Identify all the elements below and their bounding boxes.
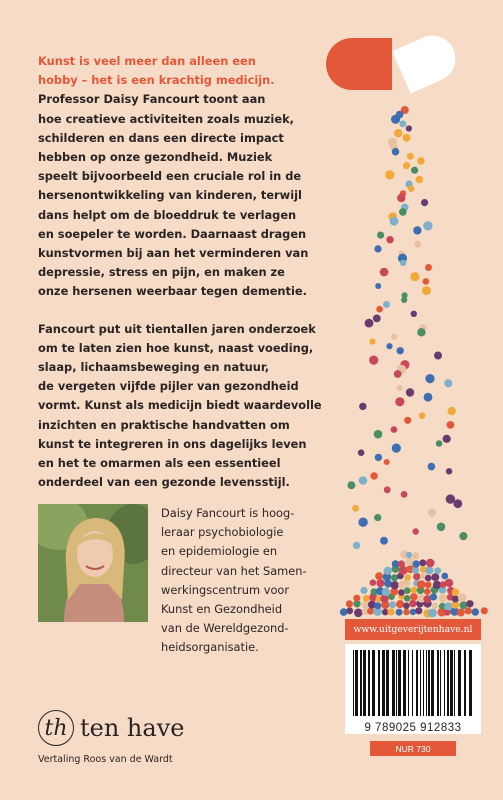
pill-dot bbox=[413, 560, 420, 567]
pill-dot bbox=[391, 574, 398, 581]
pill-dot bbox=[406, 125, 412, 131]
pill-dot bbox=[409, 600, 416, 607]
pill-dot bbox=[417, 328, 425, 336]
blurb-line: Fancourt put uit tientallen jaren onderzoek bbox=[38, 321, 316, 336]
pill-dot bbox=[404, 417, 411, 424]
pill-dot bbox=[353, 595, 360, 602]
blurb-line: kunstvormen bij aan het verminderen van bbox=[38, 246, 309, 261]
publisher-name: ten have bbox=[80, 714, 185, 742]
blurb-line: om te laten zien hoe kunst, naast voeding, bbox=[38, 340, 314, 355]
pill-dot bbox=[406, 388, 414, 396]
pill-dot bbox=[353, 542, 360, 549]
isbn-barcode bbox=[345, 644, 481, 734]
pill-dot bbox=[413, 528, 419, 534]
blurb-line: schilderen en dans een directe impact bbox=[38, 130, 284, 145]
blurb-lead-line: hobby – het is een krachtig medicijn. bbox=[38, 73, 275, 88]
bio-line: Daisy Fancourt is hoog- bbox=[161, 506, 295, 520]
barcode-bar bbox=[398, 650, 401, 716]
pill-dot bbox=[423, 278, 430, 285]
barcode-bar bbox=[440, 650, 441, 716]
pill-dot bbox=[446, 468, 452, 474]
pill-dot bbox=[395, 397, 404, 406]
pill-dot bbox=[375, 572, 383, 580]
pill-dot bbox=[441, 573, 448, 580]
pill-dot bbox=[431, 573, 439, 581]
blurb-line: slaap, lichaamsbeweging en natuur, bbox=[38, 360, 270, 375]
pill-dot bbox=[413, 226, 421, 234]
pill-dot bbox=[459, 532, 467, 540]
pill-dot bbox=[444, 602, 452, 610]
pill-dot bbox=[416, 176, 424, 184]
blurb-line: de vergeten vijfde pijler van gezondheid bbox=[38, 379, 299, 394]
pill-dot bbox=[390, 217, 399, 226]
barcode-bar bbox=[363, 650, 366, 716]
pill-dot bbox=[340, 608, 348, 616]
pill-dot bbox=[374, 514, 381, 521]
pill-dot bbox=[347, 481, 355, 489]
blurb-line: onze hersenen weerbaar tegen dementie. bbox=[38, 284, 307, 299]
pill-dot bbox=[458, 593, 467, 602]
pill-dot bbox=[403, 603, 410, 610]
translator-credit: Vertaling Roos van de Wardt bbox=[38, 754, 173, 765]
pill-dot bbox=[396, 600, 404, 608]
pill-dot bbox=[412, 552, 419, 559]
barcode-bar bbox=[416, 650, 418, 716]
bio-line: van de Wereldgezond- bbox=[161, 621, 289, 636]
blurb-line: hersenontwikkeling van kinderen, terwijl bbox=[38, 188, 302, 203]
bio-line: werkingscentrum voor bbox=[161, 582, 290, 597]
blurb-line: onderdeel van een gezonde levensstijl. bbox=[38, 475, 290, 490]
pill-dot bbox=[412, 567, 419, 574]
pill-dot bbox=[383, 301, 390, 308]
pill-dot bbox=[398, 589, 405, 596]
barcode-bar bbox=[426, 650, 427, 716]
pill-dot bbox=[384, 567, 392, 575]
pill-dot bbox=[384, 459, 390, 465]
barcode-bar bbox=[420, 650, 421, 716]
barcode-bar bbox=[392, 650, 395, 716]
pill-dot bbox=[472, 608, 480, 616]
pill-dot bbox=[407, 153, 414, 160]
pill-dot bbox=[434, 567, 441, 574]
pill-dot bbox=[401, 297, 407, 303]
blurb-line: speelt bijvoorbeeld een cruciale rol in de bbox=[38, 169, 302, 184]
pill-dot bbox=[405, 574, 411, 580]
pill-dot bbox=[346, 600, 353, 607]
blurb-lead bbox=[38, 52, 338, 90]
pill-dot bbox=[386, 236, 393, 243]
pill-dot bbox=[481, 607, 488, 614]
pill-dot bbox=[424, 588, 431, 595]
pill-dot bbox=[365, 319, 374, 328]
pill-dot bbox=[410, 272, 419, 281]
pill-dot bbox=[408, 186, 414, 192]
pill-dot bbox=[425, 566, 433, 574]
pill-dot bbox=[411, 311, 417, 317]
nur-code: NUR 730 bbox=[370, 741, 456, 756]
bio-line: leraar psychobiologie bbox=[161, 525, 284, 540]
pill-dot bbox=[444, 379, 452, 387]
bio-line: en epidemiologie en bbox=[161, 544, 278, 559]
pill-dot bbox=[380, 537, 388, 545]
pill-dot bbox=[460, 601, 468, 609]
pill-dot bbox=[414, 241, 421, 248]
pill-dot bbox=[380, 268, 389, 277]
pill-dot bbox=[410, 593, 418, 601]
pill-dot bbox=[436, 440, 443, 447]
barcode-bar bbox=[464, 650, 466, 716]
barcode-bar bbox=[368, 650, 370, 716]
pill-dot bbox=[448, 407, 456, 415]
pill-dot bbox=[419, 412, 426, 419]
blurb-line: kunst te integreren in ons dagelijks leven bbox=[38, 436, 307, 451]
pill-dot bbox=[404, 587, 411, 594]
pill-dot bbox=[425, 374, 434, 383]
pill-dot bbox=[422, 286, 431, 295]
publisher-url[interactable]: www.uitgeverijtenhave.nl bbox=[345, 619, 481, 640]
pill-dot bbox=[391, 426, 398, 433]
barcode-bar bbox=[378, 650, 380, 716]
pill-dot bbox=[374, 430, 383, 439]
pill-dot bbox=[403, 134, 411, 142]
barcode-bar bbox=[431, 650, 434, 716]
pill-dot bbox=[387, 608, 394, 615]
pill-dot bbox=[400, 260, 406, 266]
barcode-bars bbox=[345, 644, 481, 720]
pill-dot bbox=[352, 505, 359, 512]
capsule-icon bbox=[326, 28, 463, 93]
pill-dot bbox=[374, 245, 381, 252]
pill-dot bbox=[363, 595, 370, 602]
pill-dot bbox=[359, 476, 368, 485]
barcode-bar bbox=[360, 650, 362, 716]
pill-dot bbox=[398, 560, 405, 567]
author-photo bbox=[38, 504, 148, 622]
pill-dot bbox=[425, 582, 432, 589]
barcode-bar bbox=[428, 650, 430, 716]
pill-dot bbox=[413, 573, 420, 580]
pill-dot bbox=[354, 609, 363, 618]
pill-dot bbox=[452, 588, 460, 596]
bio-line: directeur van het Samen- bbox=[161, 563, 307, 578]
pill-dot bbox=[380, 595, 388, 603]
pill-dot bbox=[392, 444, 401, 453]
pill-dot bbox=[389, 601, 396, 608]
barcode-bar bbox=[458, 650, 461, 716]
pill-dot bbox=[410, 587, 417, 594]
pill-dot bbox=[428, 609, 437, 618]
blurb-line: dans helpt om de bloeddruk te verlagen bbox=[38, 207, 297, 222]
pill-dot bbox=[397, 347, 404, 354]
pill-dot bbox=[453, 499, 462, 508]
pill-dot bbox=[394, 370, 402, 378]
pill-dot bbox=[391, 334, 397, 340]
pill-dot bbox=[417, 580, 426, 589]
pill-dot bbox=[457, 609, 465, 617]
pill-dot bbox=[406, 552, 412, 558]
pill-dot bbox=[359, 403, 366, 410]
barcode-bar bbox=[454, 650, 455, 716]
pill-dot bbox=[399, 208, 407, 216]
pill-dot bbox=[419, 559, 426, 566]
pill-dot bbox=[410, 609, 416, 615]
blurb-paragraph-1 bbox=[38, 90, 338, 301]
pill-dot bbox=[384, 486, 391, 493]
pill-dot bbox=[428, 509, 436, 517]
bio-line: Kunst en Gezondheid bbox=[161, 602, 283, 617]
isbn-number: 9 789025 912833 bbox=[364, 722, 462, 734]
publisher-logo bbox=[38, 710, 184, 746]
barcode-bar bbox=[437, 650, 439, 716]
blurb-line: inzichten en praktische handvatten om bbox=[38, 417, 290, 432]
pill-dot bbox=[437, 523, 446, 532]
pill-dot bbox=[425, 264, 432, 271]
pill-dot bbox=[360, 587, 367, 594]
blurb-lead-line: Kunst is veel meer dan alleen een bbox=[38, 54, 256, 68]
barcode-bar bbox=[353, 650, 354, 716]
pill-dot bbox=[385, 170, 394, 179]
pill-dot bbox=[452, 595, 459, 602]
pill-dot bbox=[396, 609, 403, 616]
publisher-logo-mark: th bbox=[38, 710, 74, 746]
barcode-bar bbox=[408, 650, 409, 716]
pill-dot bbox=[406, 558, 414, 566]
barcode-bar bbox=[396, 650, 397, 716]
pill-dot bbox=[373, 315, 381, 323]
pill-dot bbox=[403, 609, 410, 616]
blurb-line: Professor Daisy Fancourt toont aan bbox=[38, 92, 266, 107]
barcode-bar bbox=[469, 650, 472, 716]
pill-dot bbox=[426, 559, 435, 568]
bio-line: heidsorganisatie. bbox=[161, 640, 259, 655]
pill-dot bbox=[428, 463, 436, 471]
pill-dot bbox=[375, 283, 381, 289]
pill-dot bbox=[358, 449, 365, 456]
pill-dot bbox=[376, 306, 383, 313]
blurb-line: depressie, stress en pijn, en maken ze bbox=[38, 265, 285, 280]
pill-dot bbox=[445, 579, 453, 587]
pill-dot bbox=[358, 518, 367, 527]
barcode-bar bbox=[382, 650, 385, 716]
pill-dot bbox=[367, 608, 374, 615]
pill-dot bbox=[465, 607, 472, 614]
pill-dot bbox=[377, 232, 384, 239]
pill-dot bbox=[391, 581, 399, 589]
pill-dot bbox=[447, 421, 455, 429]
blurb-line: vormt. Kunst als medicijn biedt waardevolle bbox=[38, 398, 322, 413]
pill-dot bbox=[411, 167, 418, 174]
pill-dot bbox=[423, 221, 432, 230]
barcode-bar bbox=[372, 650, 375, 716]
pill-dot bbox=[397, 194, 405, 202]
pill-dot bbox=[415, 607, 422, 614]
pill-dot bbox=[386, 343, 392, 349]
pill-dot bbox=[392, 148, 400, 156]
blurb-line: en soepeler te worden. Daarnaast dragen bbox=[38, 226, 307, 241]
pill-dot bbox=[424, 393, 433, 402]
blurb-line: hebben op onze gezondheid. Muziek bbox=[38, 150, 273, 165]
pill-dot bbox=[370, 579, 377, 586]
pill-dot bbox=[417, 157, 425, 165]
pill-dot bbox=[382, 588, 390, 596]
pill-dot bbox=[346, 607, 353, 614]
pill-dot bbox=[375, 454, 382, 461]
pill-dot bbox=[432, 603, 439, 610]
barcode-bar bbox=[355, 650, 358, 716]
pill-dot bbox=[369, 356, 378, 365]
pill-dot bbox=[397, 385, 403, 391]
pill-dot bbox=[370, 472, 377, 479]
pill-dot bbox=[404, 595, 411, 602]
pill-dot bbox=[403, 162, 410, 169]
pill-dot bbox=[401, 491, 408, 498]
author-bio bbox=[161, 504, 341, 658]
pill-dot bbox=[421, 199, 428, 206]
barcode-bar bbox=[412, 650, 413, 716]
barcode-bar bbox=[386, 650, 389, 716]
barcode-bar bbox=[447, 650, 449, 716]
pill-dot bbox=[369, 339, 375, 345]
barcode-bar bbox=[444, 650, 445, 716]
pill-dot bbox=[434, 352, 442, 360]
pill-dot bbox=[430, 593, 437, 600]
pill-dot bbox=[466, 600, 473, 607]
blurb-line: en het te omarmen als een essentieel bbox=[38, 456, 281, 471]
barcode-bar bbox=[423, 650, 424, 716]
author-portrait-image bbox=[38, 504, 148, 622]
pill-dot bbox=[425, 575, 432, 582]
blurb-line: hoe creatieve activiteiten zoals muziek, bbox=[38, 111, 294, 126]
back-cover-blurb bbox=[38, 52, 338, 492]
pill-dot bbox=[394, 129, 402, 137]
pill-dot bbox=[376, 579, 384, 587]
barcode-bar bbox=[403, 650, 406, 716]
barcode-bar bbox=[450, 650, 453, 716]
pill-dot bbox=[391, 115, 400, 124]
pill-dot bbox=[443, 435, 451, 443]
pill-dot bbox=[399, 120, 406, 127]
blurb-paragraph-2 bbox=[38, 320, 338, 493]
pill-dot bbox=[374, 602, 381, 609]
pill-dot bbox=[439, 594, 447, 602]
